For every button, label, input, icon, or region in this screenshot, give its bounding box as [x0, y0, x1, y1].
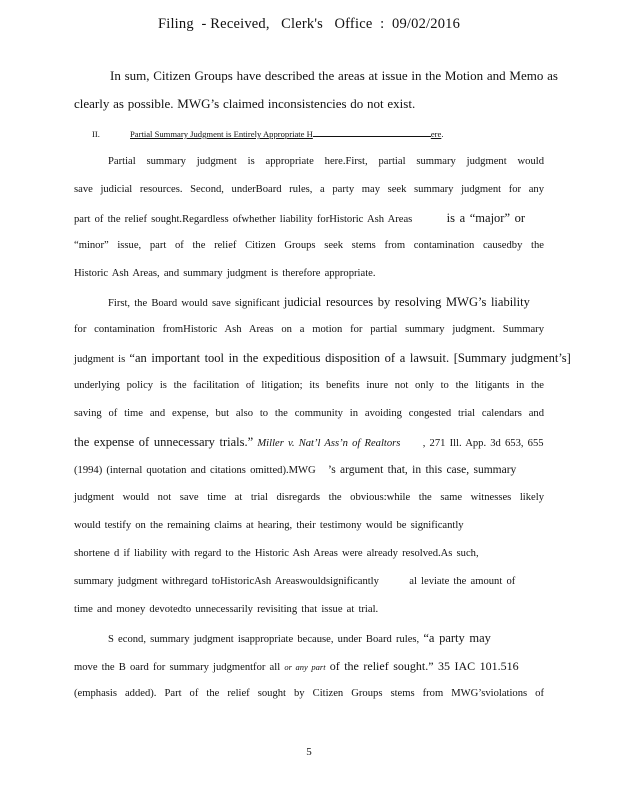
p2-line-1-a: First, the Board would save significant [108, 298, 280, 309]
p1-line-3 [74, 211, 544, 227]
p2-line-7 [74, 463, 544, 478]
p2-line-11 [74, 575, 544, 589]
section-heading [92, 128, 443, 139]
p2-line-8: judgment would not save time at trial disregards the obvious:while the same witnesses likely [74, 492, 544, 503]
p3-line-2-a: move the B oard for summary judgmentfor all [74, 662, 281, 673]
section-title: Partial Summary Judgment is Entirely Appropriate H [130, 129, 313, 139]
p3-line-1-b: “a party may [423, 631, 491, 645]
p2-line-7-a: (1994) (internal quotation and citations omitted).MWG [74, 465, 316, 476]
p2-line-2: for contamination fromHistoric Ash Areas on a motion for partial summary judgment. Summary [74, 324, 544, 335]
p2-line-6-b: , 271 Ill. App. 3d 653, 655 [422, 438, 544, 449]
p3-line-1-a: S econd, summary judgment isappropriate because, under Board rules, [108, 634, 420, 645]
p2-line-11-b: al leviate the amount of [409, 576, 516, 587]
heading-underline-gap [313, 128, 431, 137]
p2-line-10: shortene d if liability with regard to the Historic Ash Areas were already resolved.As such, [74, 548, 479, 559]
p2-line-1-b: judicial resources by resolving MWG’s liability [283, 295, 530, 309]
p2-line-12: time and money devotedto unnecessarily revisiting that issue at trial. [74, 604, 379, 615]
p1-line-1: Partial summary judgment is appropriate here.First, partial summary judgment would [108, 156, 544, 167]
p2-line-3 [74, 351, 571, 367]
section-title-end: . [441, 129, 444, 139]
section-number: II. [92, 129, 100, 139]
p3-line-2 [74, 659, 544, 675]
section-title-tail: ere [430, 129, 442, 139]
p2-line-9: would testify on the remaining claims at hearing, their testimony would be significantly [74, 520, 464, 531]
p2-line-3-a: judgment is [74, 354, 126, 365]
filing-stamp-header: Filing - Received, Clerk's Office : 09/02/2016 [157, 16, 461, 32]
p1-line-3-text: part of the relief sought.Regardless ofwhether liability forHistoric Ash Areas [74, 214, 413, 225]
p2-line-6-a: the expense of unnecessary trials.” [74, 435, 254, 449]
case-citation: Miller v. Nat’l Ass’n of Realtors [257, 438, 401, 449]
p3-line-1 [74, 631, 544, 647]
p2-line-5: saving of time and expense, but also to the community in avoiding congested trial calendars and [74, 408, 544, 419]
p2-line-7-b: ’s argument that, in this case, summary [328, 464, 517, 476]
p2-line-1 [74, 295, 544, 311]
p2-line-3-b: “an important tool in the expeditious disposition of a lawsuit. [Summary judgment’s] [129, 351, 571, 365]
p2-line-11-a: summary judgment withregard toHistoricAsh Areaswouldsignificantly [74, 576, 379, 587]
p3-line-2-emphasis: or any part [284, 662, 326, 672]
intro-line-2: clearly as possible. MWG’s claimed inconsistencies do not exist. [74, 96, 416, 111]
p1-line-2: save judicial resources. Second, underBoard rules, a party may seek summary judgment for any [74, 184, 544, 195]
p1-line-5: Historic Ash Areas, and summary judgment is therefore appropriate. [74, 268, 376, 279]
p3-line-3: (emphasis added). Part of the relief sought by Citizen Groups stems from MWG’sviolations of [74, 688, 544, 699]
p1-line-3-tail: is a “major” or [446, 211, 526, 225]
p1-line-4: “minor” issue, part of the relief Citizen Groups seek stems from contamination causedby the [74, 240, 544, 251]
intro-line-1: In sum, Citizen Groups have described the areas at issue in the Motion and Memo as [110, 68, 558, 83]
p3-line-2-b: of the relief sought.” 35 IAC 101.516 [329, 659, 519, 673]
p2-line-6 [74, 435, 544, 451]
p2-line-4: underlying policy is the facilitation of litigation; its benefits inure not only to the litigants in the [74, 380, 544, 391]
page-number: 5 [306, 746, 312, 758]
